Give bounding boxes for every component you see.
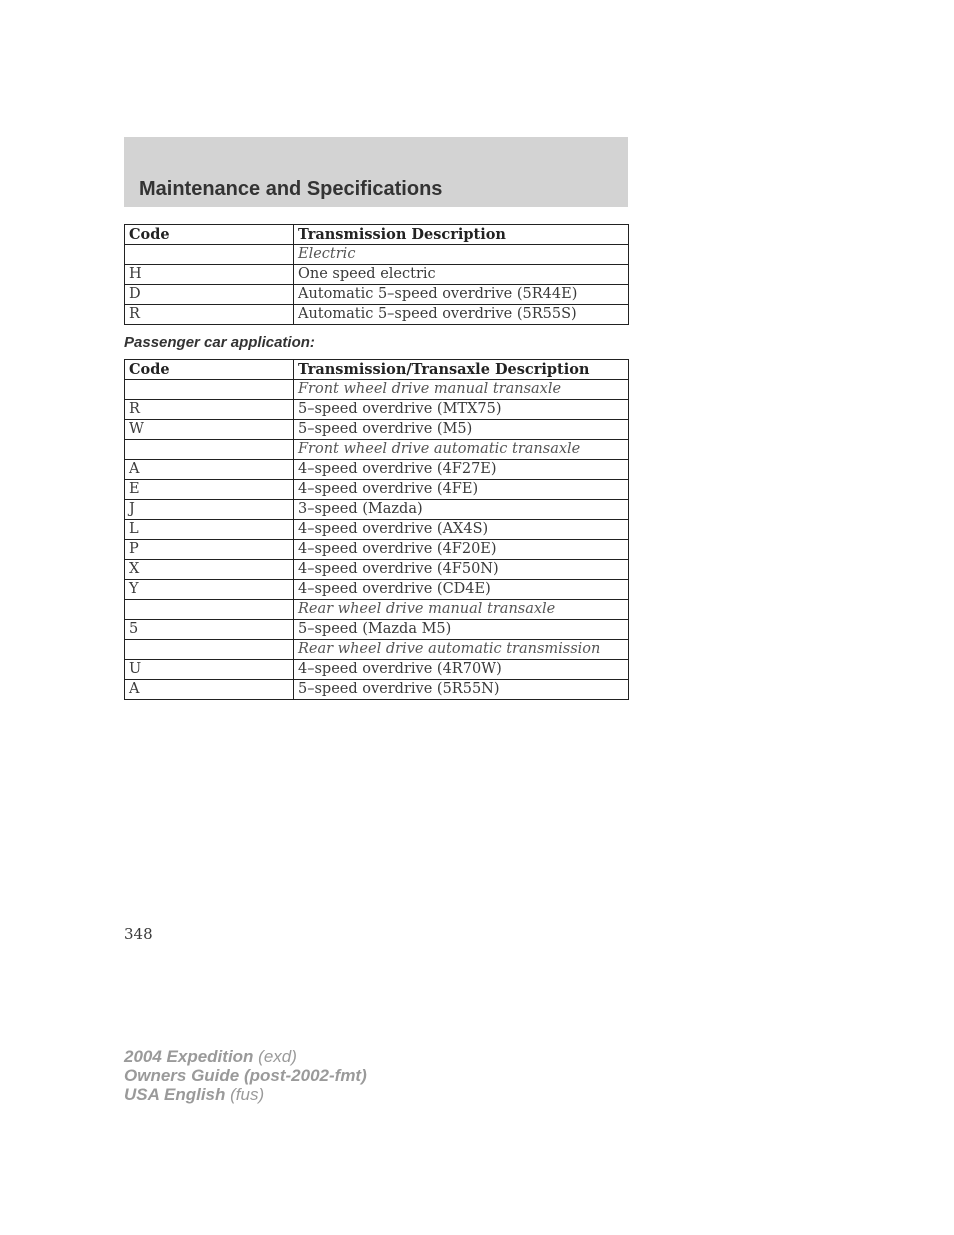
description-cell: 3–speed (Mazda) [294,500,629,520]
code-cell: W [125,420,294,440]
transmission-code-table [124,224,629,325]
description-cell: 5–speed (Mazda M5) [294,620,629,640]
table-header-row [125,360,629,380]
code-cell: D [125,285,294,305]
table-row [125,400,629,420]
code-cell: Y [125,580,294,600]
category-row [125,440,629,460]
table-row [125,460,629,480]
category-label: Rear wheel drive automatic transmission [294,640,629,660]
footer-language: USA English [124,1085,226,1104]
category-row [125,380,629,400]
table-row [125,620,629,640]
code-column-header: Code [125,225,294,245]
description-cell: 4–speed overdrive (4F20E) [294,540,629,560]
code-cell [125,440,294,460]
description-cell: 4–speed overdrive (AX4S) [294,520,629,540]
code-cell: E [125,480,294,500]
description-cell: 4–speed overdrive (4FE) [294,480,629,500]
section-header [124,137,628,207]
code-cell [125,245,294,265]
code-cell: A [125,460,294,480]
category-label: Electric [294,245,629,265]
table-row [125,500,629,520]
code-cell: X [125,560,294,580]
code-cell: R [125,400,294,420]
category-row [125,600,629,620]
footer-line-1 [124,1047,367,1066]
description-cell: 4–speed overdrive (4R70W) [294,660,629,680]
footer-language-code: (fus) [230,1085,265,1104]
description-cell: 5–speed overdrive (M5) [294,420,629,440]
footer-vehicle: 2004 Expedition [124,1047,254,1066]
table-row [125,580,629,600]
table-row [125,305,629,325]
code-cell: J [125,500,294,520]
code-cell: H [125,265,294,285]
description-column-header: Transmission/Transaxle Description [294,360,629,380]
code-cell [125,600,294,620]
table-row [125,285,629,305]
footer-guide: Owners Guide (post-2002-fmt) [124,1066,367,1085]
code-column-header: Code [125,360,294,380]
code-cell: L [125,520,294,540]
footer-line-2 [124,1066,367,1085]
category-label: Front wheel drive automatic transaxle [294,440,629,460]
table-header-row [125,225,629,245]
table-row [125,265,629,285]
table-row [125,680,629,700]
table-row [125,420,629,440]
code-cell: R [125,305,294,325]
description-cell: One speed electric [294,265,629,285]
description-cell: 4–speed overdrive (CD4E) [294,580,629,600]
description-cell: 4–speed overdrive (4F27E) [294,460,629,480]
category-label: Front wheel drive manual transaxle [294,380,629,400]
code-cell [125,640,294,660]
passenger-car-heading: Passenger car application: [124,334,315,351]
description-cell: 5–speed overdrive (MTX75) [294,400,629,420]
page-title: Maintenance and Specifications [139,178,443,200]
footer-line-3 [124,1085,367,1104]
table-row [125,540,629,560]
document-footer [124,1047,367,1104]
code-cell: A [125,680,294,700]
description-cell: 4–speed overdrive (4F50N) [294,560,629,580]
code-cell: U [125,660,294,680]
page-number: 348 [124,925,153,943]
description-column-header: Transmission Description [294,225,629,245]
description-cell: Automatic 5–speed overdrive (5R44E) [294,285,629,305]
code-cell: P [125,540,294,560]
table-row [125,660,629,680]
description-cell: 5–speed overdrive (5R55N) [294,680,629,700]
category-row [125,640,629,660]
code-cell: 5 [125,620,294,640]
category-row [125,245,629,265]
table-row [125,480,629,500]
table-row [125,520,629,540]
category-label: Rear wheel drive manual transaxle [294,600,629,620]
code-cell [125,380,294,400]
passenger-car-transmission-table [124,359,629,700]
footer-vehicle-code: (exd) [258,1047,297,1066]
description-cell: Automatic 5–speed overdrive (5R55S) [294,305,629,325]
table-row [125,560,629,580]
